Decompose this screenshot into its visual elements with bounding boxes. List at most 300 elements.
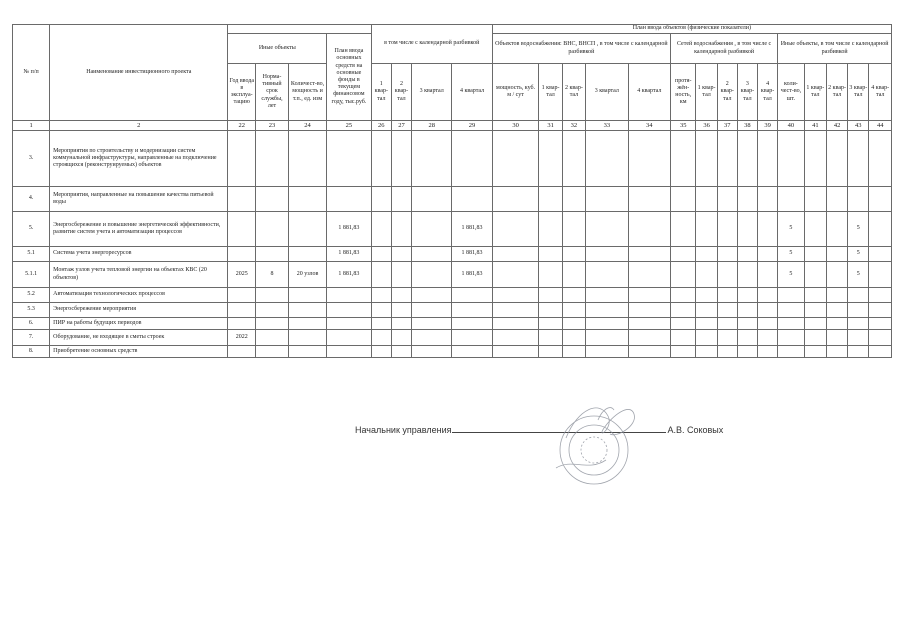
table-cell: [826, 262, 847, 288]
table-cell: [671, 187, 696, 212]
table-cell: [778, 318, 805, 330]
table-cell: [288, 346, 326, 358]
table-cell: [717, 247, 737, 262]
table-cell: [717, 262, 737, 288]
table-cell: [758, 187, 778, 212]
header-water-q4: 4 квартал: [628, 64, 670, 121]
table-row: [13, 288, 892, 303]
round-seal-stamp-icon: [538, 398, 658, 490]
table-cell: [562, 346, 585, 358]
table-cell: [737, 318, 757, 330]
header-q3: 3 квартал: [412, 64, 452, 121]
table-cell: [737, 288, 757, 303]
table-cell: [869, 330, 892, 346]
table-cell: [391, 346, 411, 358]
table-cell: [826, 318, 847, 330]
table-cell: [412, 288, 452, 303]
table-cell: [737, 247, 757, 262]
table-cell: 1 881,83: [452, 247, 492, 262]
table-cell: [586, 288, 628, 303]
table-cell: [256, 330, 289, 346]
table-cell: [869, 131, 892, 187]
row-number-cell: 6.: [13, 318, 50, 330]
column-number-cell: 43: [848, 121, 869, 131]
table-cell: [778, 346, 805, 358]
column-number-cell: 24: [288, 121, 326, 131]
column-number-cell: 1: [13, 121, 50, 131]
table-cell: [737, 212, 757, 247]
header-net-q1: 1 квар-тал: [696, 64, 717, 121]
header-count: коли-чест-во, шт.: [778, 64, 805, 121]
table-cell: 1 881,83: [327, 262, 372, 288]
column-number-cell: 40: [778, 121, 805, 131]
table-cell: [826, 330, 847, 346]
table-cell: [288, 131, 326, 187]
table-cell: [228, 187, 256, 212]
table-cell: [628, 247, 670, 262]
table-cell: [562, 330, 585, 346]
table-cell: [228, 288, 256, 303]
table-cell: [562, 131, 585, 187]
table-cell: [628, 318, 670, 330]
table-cell: [628, 131, 670, 187]
table-cell: 2025: [228, 262, 256, 288]
table-cell: [371, 330, 391, 346]
table-cell: [586, 303, 628, 318]
header-q2: 2 квар-тал: [391, 64, 411, 121]
table-cell: [391, 212, 411, 247]
table-cell: [562, 212, 585, 247]
table-cell: [758, 288, 778, 303]
table-cell: [288, 247, 326, 262]
table-cell: [778, 330, 805, 346]
table-cell: [371, 262, 391, 288]
table-row: [13, 330, 892, 346]
table-cell: [256, 212, 289, 247]
table-cell: [562, 288, 585, 303]
table-cell: [717, 187, 737, 212]
table-cell: [869, 303, 892, 318]
table-cell: [671, 288, 696, 303]
table-cell: [371, 346, 391, 358]
column-number-cell: 42: [826, 121, 847, 131]
table-cell: [228, 212, 256, 247]
table-cell: [327, 330, 372, 346]
table-cell: [391, 288, 411, 303]
table-cell: [228, 247, 256, 262]
table-row: [13, 262, 892, 288]
table-cell: [288, 212, 326, 247]
table-cell: [804, 330, 826, 346]
table-cell: [804, 212, 826, 247]
table-cell: [452, 330, 492, 346]
table-cell: [371, 303, 391, 318]
table-cell: [492, 212, 539, 247]
table-cell: 5: [848, 212, 869, 247]
table-cell: [869, 187, 892, 212]
table-cell: [804, 346, 826, 358]
column-number-row: [13, 121, 892, 131]
table-cell: [586, 262, 628, 288]
table-cell: [412, 346, 452, 358]
header-q4: 4 квартал: [452, 64, 492, 121]
row-number-cell: 5.1.1: [13, 262, 50, 288]
table-cell: [412, 303, 452, 318]
header-length: протя-жён-ность, км: [671, 64, 696, 121]
header-other-q4: 4 квар-тал: [869, 64, 892, 121]
table-cell: 5: [848, 247, 869, 262]
investment-program-table: [12, 24, 892, 358]
table-cell: [804, 131, 826, 187]
header-net-q4: 4 квар-тал: [758, 64, 778, 121]
row-number-cell: 5.: [13, 212, 50, 247]
column-number-cell: 2: [50, 121, 228, 131]
table-cell: [737, 330, 757, 346]
table-cell: [671, 212, 696, 247]
table-cell: [586, 212, 628, 247]
table-row: [13, 346, 892, 358]
table-cell: [412, 330, 452, 346]
table-cell: [696, 247, 717, 262]
column-number-cell: 36: [696, 121, 717, 131]
table-cell: [758, 318, 778, 330]
column-number-cell: 31: [539, 121, 562, 131]
row-number-cell: 8.: [13, 346, 50, 358]
table-cell: [628, 288, 670, 303]
table-cell: [778, 303, 805, 318]
table-cell: [671, 303, 696, 318]
table-cell: [869, 346, 892, 358]
table-cell: [452, 131, 492, 187]
table-cell: [391, 303, 411, 318]
table-cell: [696, 288, 717, 303]
table-cell: [412, 187, 452, 212]
column-number-cell: 44: [869, 121, 892, 131]
table-cell: [869, 288, 892, 303]
table-cell: [371, 212, 391, 247]
table-cell: [758, 262, 778, 288]
row-number-cell: 7.: [13, 330, 50, 346]
table-cell: [848, 330, 869, 346]
signer-position: Начальник управления: [355, 425, 452, 435]
header-num: № п/п: [13, 25, 50, 121]
row-number-cell: 5.3: [13, 303, 50, 318]
table-cell: [371, 131, 391, 187]
table-cell: 5: [778, 212, 805, 247]
table-cell: [452, 288, 492, 303]
table-cell: [288, 288, 326, 303]
column-number-cell: 26: [371, 121, 391, 131]
table-cell: [371, 318, 391, 330]
table-cell: [256, 318, 289, 330]
table-cell: [539, 288, 562, 303]
header-other-q2: 2 квар-тал: [826, 64, 847, 121]
column-number-cell: 35: [671, 121, 696, 131]
header-net-q2: 2 квар-тал: [717, 64, 737, 121]
table-cell: [539, 346, 562, 358]
table-cell: 1 881,83: [327, 247, 372, 262]
table-cell: [671, 247, 696, 262]
table-cell: [539, 187, 562, 212]
table-cell: [696, 262, 717, 288]
header-calendar: в том числе с календарной разбивкой: [371, 25, 492, 64]
project-name-cell: Монтаж узлов учета тепловой энергии на объектах КВС (20 объектов): [50, 262, 228, 288]
table-cell: [539, 212, 562, 247]
table-cell: [288, 318, 326, 330]
table-cell: [586, 318, 628, 330]
table-cell: [717, 303, 737, 318]
table-cell: [671, 131, 696, 187]
table-cell: [412, 318, 452, 330]
table-cell: [391, 187, 411, 212]
column-number-cell: 37: [717, 121, 737, 131]
table-cell: [371, 288, 391, 303]
table-cell: [256, 131, 289, 187]
table-cell: [826, 346, 847, 358]
project-name-cell: Приобретение основных средств: [50, 346, 228, 358]
table-cell: [737, 131, 757, 187]
table-cell: [391, 131, 411, 187]
table-cell: [848, 303, 869, 318]
table-cell: [758, 346, 778, 358]
table-cell: [628, 187, 670, 212]
column-number-cell: 33: [586, 121, 628, 131]
header-plan-funds: План ввода основных средств на основные фонды в текущем финансовом году, тыс.руб.: [327, 34, 372, 121]
table-cell: [758, 303, 778, 318]
column-number-cell: 30: [492, 121, 539, 131]
table-cell: [562, 262, 585, 288]
table-cell: [804, 303, 826, 318]
row-number-cell: 5.2: [13, 288, 50, 303]
table-cell: [412, 212, 452, 247]
table-cell: [371, 187, 391, 212]
table-cell: [327, 131, 372, 187]
table-cell: [826, 288, 847, 303]
table-cell: [256, 187, 289, 212]
project-name-cell: Автоматизация технологических процессов: [50, 288, 228, 303]
table-cell: [717, 288, 737, 303]
header-physical: План ввода объектов (физические показатели): [492, 25, 891, 34]
table-cell: 1 881,83: [327, 212, 372, 247]
table-cell: [758, 212, 778, 247]
table-cell: [327, 288, 372, 303]
table-cell: [412, 131, 452, 187]
header-quantity: Количест-во, мощность и т.п., ед. изм: [288, 64, 326, 121]
table-cell: [492, 247, 539, 262]
table-cell: [452, 187, 492, 212]
table-cell: 5: [848, 262, 869, 288]
table-cell: [717, 212, 737, 247]
table-cell: [804, 318, 826, 330]
row-number-cell: 3.: [13, 131, 50, 187]
column-number-cell: 23: [256, 121, 289, 131]
header-other-q3: 3 квар-тал: [848, 64, 869, 121]
column-number-cell: 29: [452, 121, 492, 131]
header-service-life: Норма-тивный срок службы, лет: [256, 64, 289, 121]
table-cell: [256, 303, 289, 318]
table-row: [13, 187, 892, 212]
column-number-cell: 27: [391, 121, 411, 131]
table-cell: [228, 303, 256, 318]
table-cell: [696, 330, 717, 346]
table-cell: [452, 318, 492, 330]
header-water-q1: 1 квар-тал: [539, 64, 562, 121]
table-row: [13, 131, 892, 187]
table-row: [13, 303, 892, 318]
table-cell: [391, 247, 411, 262]
table-cell: [539, 330, 562, 346]
table-cell: [586, 346, 628, 358]
table-cell: [848, 288, 869, 303]
table-cell: [848, 131, 869, 187]
table-cell: [778, 131, 805, 187]
header-q1: 1 квар-тал: [371, 64, 391, 121]
table-row: [13, 212, 892, 247]
table-cell: [758, 247, 778, 262]
table-cell: [696, 303, 717, 318]
project-name-cell: Энергосбережение и повышение энергетической эффективности, развитие систем учета и автоматизации процессов: [50, 212, 228, 247]
header-net-q3: 3 квар-тал: [737, 64, 757, 121]
table-cell: [452, 303, 492, 318]
table-cell: [492, 187, 539, 212]
table-cell: [562, 318, 585, 330]
table-cell: [869, 212, 892, 247]
table-cell: [492, 288, 539, 303]
table-cell: [391, 318, 411, 330]
table-cell: [848, 346, 869, 358]
table-cell: [628, 303, 670, 318]
table-cell: [391, 330, 411, 346]
table-cell: [717, 318, 737, 330]
table-cell: [826, 187, 847, 212]
column-number-cell: 28: [412, 121, 452, 131]
table-cell: [804, 187, 826, 212]
table-cell: [492, 346, 539, 358]
table-cell: [586, 131, 628, 187]
table-cell: 2022: [228, 330, 256, 346]
header-water-q3: 3 квартал: [586, 64, 628, 121]
table-cell: [717, 131, 737, 187]
table-cell: [671, 318, 696, 330]
column-number-cell: 41: [804, 121, 826, 131]
table-cell: [628, 262, 670, 288]
table-cell: [288, 187, 326, 212]
header-other-objects: Иные объекты: [228, 34, 327, 64]
table-body: [13, 121, 892, 358]
table-cell: [256, 346, 289, 358]
project-name-cell: Мероприятия, направленные на повышение качества питьевой воды: [50, 187, 228, 212]
table-cell: [717, 346, 737, 358]
table-cell: [758, 131, 778, 187]
project-name-cell: Оборудование, не входящее в сметы строек: [50, 330, 228, 346]
table-cell: [539, 303, 562, 318]
table-cell: [778, 288, 805, 303]
table-cell: [628, 212, 670, 247]
table-cell: [539, 262, 562, 288]
table-cell: [562, 247, 585, 262]
table-cell: [671, 346, 696, 358]
table-cell: [628, 346, 670, 358]
column-number-cell: 39: [758, 121, 778, 131]
table-cell: [391, 262, 411, 288]
table-cell: [696, 212, 717, 247]
column-number-cell: 34: [628, 121, 670, 131]
table-cell: [758, 330, 778, 346]
table-cell: [804, 288, 826, 303]
table-cell: 1 881,83: [452, 212, 492, 247]
table-cell: [737, 187, 757, 212]
project-name-cell: Система учета энергоресурсов: [50, 247, 228, 262]
table-cell: [778, 187, 805, 212]
header-other-physical: Иные объекты, в том числе с календарной разбивкой: [778, 34, 892, 64]
table-cell: 5: [778, 247, 805, 262]
header-water-q2: 2 квар-тал: [562, 64, 585, 121]
project-name-cell: ПИР на работы будущих периодов: [50, 318, 228, 330]
table-cell: [671, 262, 696, 288]
table-cell: [586, 247, 628, 262]
table-row: [13, 247, 892, 262]
table-cell: [804, 262, 826, 288]
table-cell: [869, 318, 892, 330]
table-cell: 20 узлов: [288, 262, 326, 288]
table-cell: [717, 330, 737, 346]
column-number-cell: 38: [737, 121, 757, 131]
table-cell: [737, 262, 757, 288]
table-cell: [327, 303, 372, 318]
table-cell: [826, 131, 847, 187]
table-cell: [327, 187, 372, 212]
table-cell: [288, 303, 326, 318]
signer-name: А.В. Соковых: [667, 425, 724, 435]
table-cell: [492, 131, 539, 187]
table-cell: [848, 187, 869, 212]
table-cell: [804, 247, 826, 262]
table-cell: [696, 187, 717, 212]
row-number-cell: 5.1: [13, 247, 50, 262]
table-cell: [539, 318, 562, 330]
table-cell: [737, 303, 757, 318]
header-networks: Сетей водоснабжения , в том числе с календарной разбивкой: [671, 34, 778, 64]
table-cell: [826, 212, 847, 247]
table-cell: [628, 330, 670, 346]
table-cell: [586, 330, 628, 346]
table-row: [13, 318, 892, 330]
header-water-objects: Объектов водоснабжения: ВНС, ВНСП , в том числе с календарной разбивкой: [492, 34, 670, 64]
table-cell: [327, 346, 372, 358]
table-cell: [869, 262, 892, 288]
table-cell: [848, 318, 869, 330]
table-cell: [539, 131, 562, 187]
column-number-cell: 32: [562, 121, 585, 131]
table-cell: [696, 131, 717, 187]
table-cell: [492, 303, 539, 318]
table-cell: [562, 303, 585, 318]
table-cell: [869, 247, 892, 262]
table-cell: [452, 346, 492, 358]
table-cell: [562, 187, 585, 212]
header-capacity: мощность, куб. м / сут: [492, 64, 539, 121]
table-cell: [492, 330, 539, 346]
header-other-q1: 1 квар-тал: [804, 64, 826, 121]
table-cell: [256, 288, 289, 303]
header-year-input: Год ввода в эксплуа-тацию: [228, 64, 256, 121]
table-cell: [492, 262, 539, 288]
column-number-cell: 22: [228, 121, 256, 131]
row-number-cell: 4.: [13, 187, 50, 212]
table-cell: [327, 318, 372, 330]
project-name-cell: Мероприятия по строительству и модернизации систем коммунальной инфраструктуры, направленные на подключение строящихся (реконструируемых) объектов: [50, 131, 228, 187]
table-cell: [671, 330, 696, 346]
